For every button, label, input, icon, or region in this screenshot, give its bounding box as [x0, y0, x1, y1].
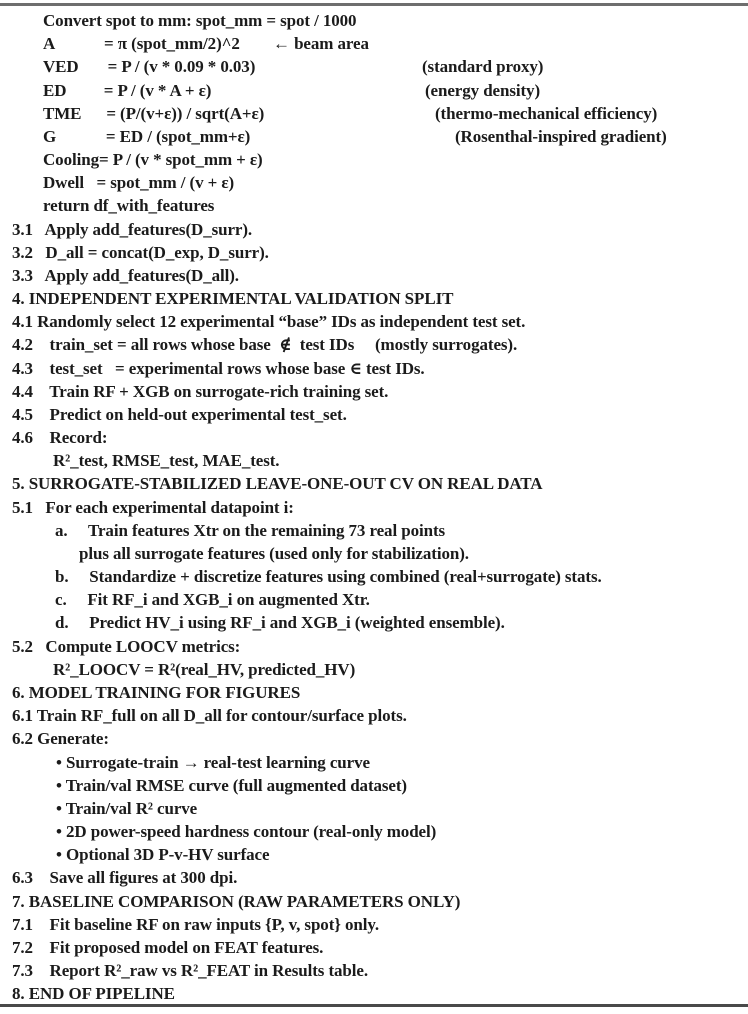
pseudocode-text: 5.1 For each experimental datapoint i:	[12, 497, 294, 517]
numbered-step	[0, 264, 748, 287]
pseudocode-line	[0, 32, 748, 55]
pseudocode-line	[0, 79, 748, 102]
numbered-step	[0, 496, 748, 519]
section-heading	[0, 287, 748, 310]
pseudocode-text: 4.5 Predict on held-out experimental test_set.	[12, 404, 347, 424]
metrics-line	[0, 658, 748, 681]
lettered-substep	[0, 588, 748, 611]
pseudocode-text: R²_LOOCV = R²(real_HV, predicted_HV)	[53, 659, 356, 679]
numbered-step	[0, 635, 748, 658]
pseudocode-line	[0, 148, 748, 171]
section-heading	[0, 890, 748, 913]
algorithm-pseudocode-listing	[0, 9, 748, 1005]
inline-comment: (energy density)	[425, 80, 541, 100]
inline-comment: (thermo-mechanical efficiency)	[435, 103, 658, 123]
pseudocode-text: Cooling= P / (v * spot_mm + ε)	[43, 150, 263, 170]
pseudocode-text: TME = (P/(v+ε)) / sqrt(A+ε)	[43, 103, 265, 123]
heading-text: 7. BASELINE COMPARISON (RAW PARAMETERS ONLY)	[12, 891, 461, 911]
bullet-item	[0, 797, 748, 820]
heading-text: 4. INDEPENDENT EXPERIMENTAL VALIDATION SPLIT	[12, 289, 454, 309]
lettered-substep	[0, 611, 748, 634]
pseudocode-text: • 2D power-speed hardness contour (real-only model)	[56, 822, 437, 842]
inline-comment: (Rosenthal-inspired gradient)	[455, 126, 667, 146]
pseudocode-text: 3.3 Apply add_features(D_all).	[12, 265, 239, 285]
pseudocode-text: 6.2 Generate:	[12, 729, 109, 749]
pseudocode-text: a. Train features Xtr on the remaining 73 real points	[55, 520, 446, 540]
pseudocode-text: G = ED / (spot_mm+ε)	[43, 126, 251, 146]
numbered-step	[0, 959, 748, 982]
numbered-step	[0, 310, 748, 333]
section-heading	[0, 472, 748, 495]
pseudocode-text: 4.4 Train RF + XGB on surrogate-rich training set.	[12, 381, 389, 401]
lettered-substep	[0, 565, 748, 588]
continuation-line	[0, 542, 748, 565]
numbered-step	[0, 380, 748, 403]
inline-comment: (standard proxy)	[422, 57, 544, 77]
pseudocode-text: A = π (spot_mm/2)^2 ← beam area	[43, 34, 369, 54]
bullet-item	[0, 843, 748, 866]
pseudocode-text: 3.2 D_all = concat(D_exp, D_surr).	[12, 242, 269, 262]
lettered-substep	[0, 519, 748, 542]
numbered-step	[0, 241, 748, 264]
pseudocode-text: • Train/val RMSE curve (full augmented dataset)	[56, 775, 407, 795]
pseudocode-text: 7.1 Fit baseline RF on raw inputs {P, v, spot} only.	[12, 914, 380, 934]
section-heading	[0, 982, 748, 1005]
bullet-item	[0, 774, 748, 797]
pseudocode-text: 7.3 Report R²_raw vs R²_FEAT in Results table.	[12, 961, 368, 981]
numbered-step	[0, 704, 748, 727]
pseudocode-text: VED = P / (v * 0.09 * 0.03)	[43, 57, 256, 77]
pseudocode-line	[0, 125, 748, 148]
top-rule	[0, 3, 748, 6]
pseudocode-line	[0, 9, 748, 32]
heading-text: 5. SURROGATE-STABILIZED LEAVE-ONE-OUT CV ON REAL DATA	[12, 474, 543, 494]
pseudocode-text: • Surrogate-train → real-test learning curve	[56, 752, 370, 772]
bullet-item	[0, 751, 748, 774]
pseudocode-text: plus all surrogate features (used only for stabilization).	[79, 543, 469, 563]
pseudocode-line	[0, 171, 748, 194]
bullet-item	[0, 820, 748, 843]
numbered-step	[0, 357, 748, 380]
pseudocode-text: 6.1 Train RF_full on all D_all for contour/surface plots.	[12, 706, 407, 726]
heading-text: 6. MODEL TRAINING FOR FIGURES	[12, 682, 301, 702]
numbered-step	[0, 866, 748, 889]
numbered-step	[0, 333, 748, 356]
pseudocode-text: 4.6 Record:	[12, 428, 108, 448]
pseudocode-text: Convert spot to mm: spot_mm = spot / 1000	[43, 11, 357, 30]
numbered-step	[0, 403, 748, 426]
pseudocode-text: 3.1 Apply add_features(D_surr).	[12, 219, 253, 239]
pseudocode-text: 5.2 Compute LOOCV metrics:	[12, 636, 241, 656]
pseudocode-line	[0, 194, 748, 217]
pseudocode-text: 6.3 Save all figures at 300 dpi.	[12, 868, 238, 888]
pseudocode-text: ED = P / (v * A + ε)	[43, 80, 212, 100]
pseudocode-text: Dwell = spot_mm / (v + ε)	[43, 173, 235, 193]
pseudocode-text: 4.3 test_set = experimental rows whose base ∈ test IDs.	[12, 358, 425, 378]
pseudocode-text: b. Standardize + discretize features using combined (real+surrogate) stats.	[55, 567, 602, 587]
heading-text: 8. END OF PIPELINE	[12, 984, 175, 1004]
bottom-rule	[0, 1004, 748, 1007]
pseudocode-line	[0, 102, 748, 125]
numbered-step	[0, 426, 748, 449]
pseudocode-text: d. Predict HV_i using RF_i and XGB_i (weighted ensemble).	[55, 613, 505, 633]
pseudocode-text: • Train/val R² curve	[56, 798, 198, 818]
pseudocode-text: R²_test, RMSE_test, MAE_test.	[53, 451, 280, 471]
pseudocode-line	[0, 55, 748, 78]
pseudocode-text: 4.1 Randomly select 12 experimental “base” IDs as independent test set.	[12, 312, 526, 332]
numbered-step	[0, 218, 748, 241]
metrics-line	[0, 449, 748, 472]
pseudocode-text: 7.2 Fit proposed model on FEAT features.	[12, 937, 324, 957]
section-heading	[0, 681, 748, 704]
pseudocode-text: return df_with_features	[43, 196, 215, 216]
numbered-step	[0, 913, 748, 936]
pseudocode-text: • Optional 3D P-v-HV surface	[56, 845, 270, 865]
numbered-step	[0, 936, 748, 959]
numbered-step	[0, 727, 748, 750]
pseudocode-text: c. Fit RF_i and XGB_i on augmented Xtr.	[55, 590, 370, 610]
pseudocode-text: 4.2 train_set = all rows whose base ∉ test IDs (mostly surrogates).	[12, 335, 518, 355]
